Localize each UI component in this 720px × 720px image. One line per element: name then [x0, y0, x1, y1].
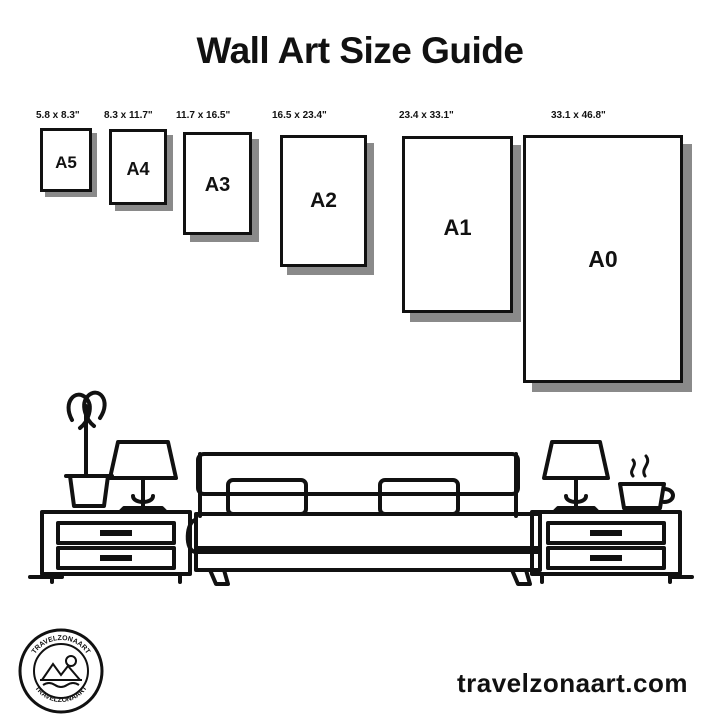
frame-a3[interactable]	[176, 110, 276, 260]
frame-a5[interactable]	[36, 110, 98, 200]
frame-a1-dimensions: 23.4 x 33.1"	[399, 110, 454, 121]
site-url[interactable]: travelzonaart.com	[456, 668, 688, 698]
frame-a2[interactable]	[272, 110, 387, 290]
frame-a5-label: A5	[55, 153, 77, 172]
frame-a2-box[interactable]	[280, 135, 367, 267]
nightstand-left	[42, 512, 190, 582]
brand-logo-icon	[18, 628, 104, 714]
coffee-cup	[620, 456, 673, 508]
page-title: Wall Art Size Guide	[196, 30, 524, 71]
frame-a3-label: A3	[204, 174, 231, 196]
flower-vase-left	[66, 393, 112, 506]
table-lamp-right	[544, 442, 608, 512]
frame-a2-label: A2	[310, 189, 337, 212]
frame-a3-dimensions: 11.7 x 16.5"	[176, 110, 231, 121]
frame-a1-label: A1	[443, 215, 472, 240]
frame-size-row	[0, 110, 720, 400]
table-lamp-left	[110, 442, 176, 512]
frame-a3-box[interactable]	[183, 132, 252, 235]
brand-logo[interactable]	[18, 628, 104, 714]
frame-a4-label: A4	[126, 159, 150, 179]
nightstand-right	[532, 512, 680, 582]
frame-a1-box[interactable]	[402, 136, 513, 313]
frame-a2-dimensions: 16.5 x 23.4"	[272, 110, 327, 121]
frame-a0-dimensions: 33.1 x 46.8"	[551, 110, 606, 121]
bed	[188, 454, 540, 584]
frame-a4-box[interactable]	[109, 129, 167, 205]
frame-a0[interactable]	[520, 110, 705, 400]
frame-a0-box[interactable]	[523, 135, 683, 383]
frame-a4[interactable]	[104, 110, 184, 225]
bedroom-illustration	[0, 380, 720, 610]
frame-a0-label: A0	[588, 246, 618, 272]
bedroom-illustration-svg	[0, 380, 720, 610]
frame-a5-dimensions: 5.8 x 8.3"	[36, 110, 80, 121]
footer	[0, 610, 720, 720]
brand-logo-text-top: TRAVELZONAART	[30, 634, 92, 656]
brand-logo-text-bottom: TRAVELZONAART	[33, 684, 89, 705]
frame-a4-dimensions: 8.3 x 11.7"	[104, 110, 153, 121]
frame-a5-box[interactable]	[40, 128, 92, 192]
frame-a1[interactable]	[393, 110, 523, 320]
